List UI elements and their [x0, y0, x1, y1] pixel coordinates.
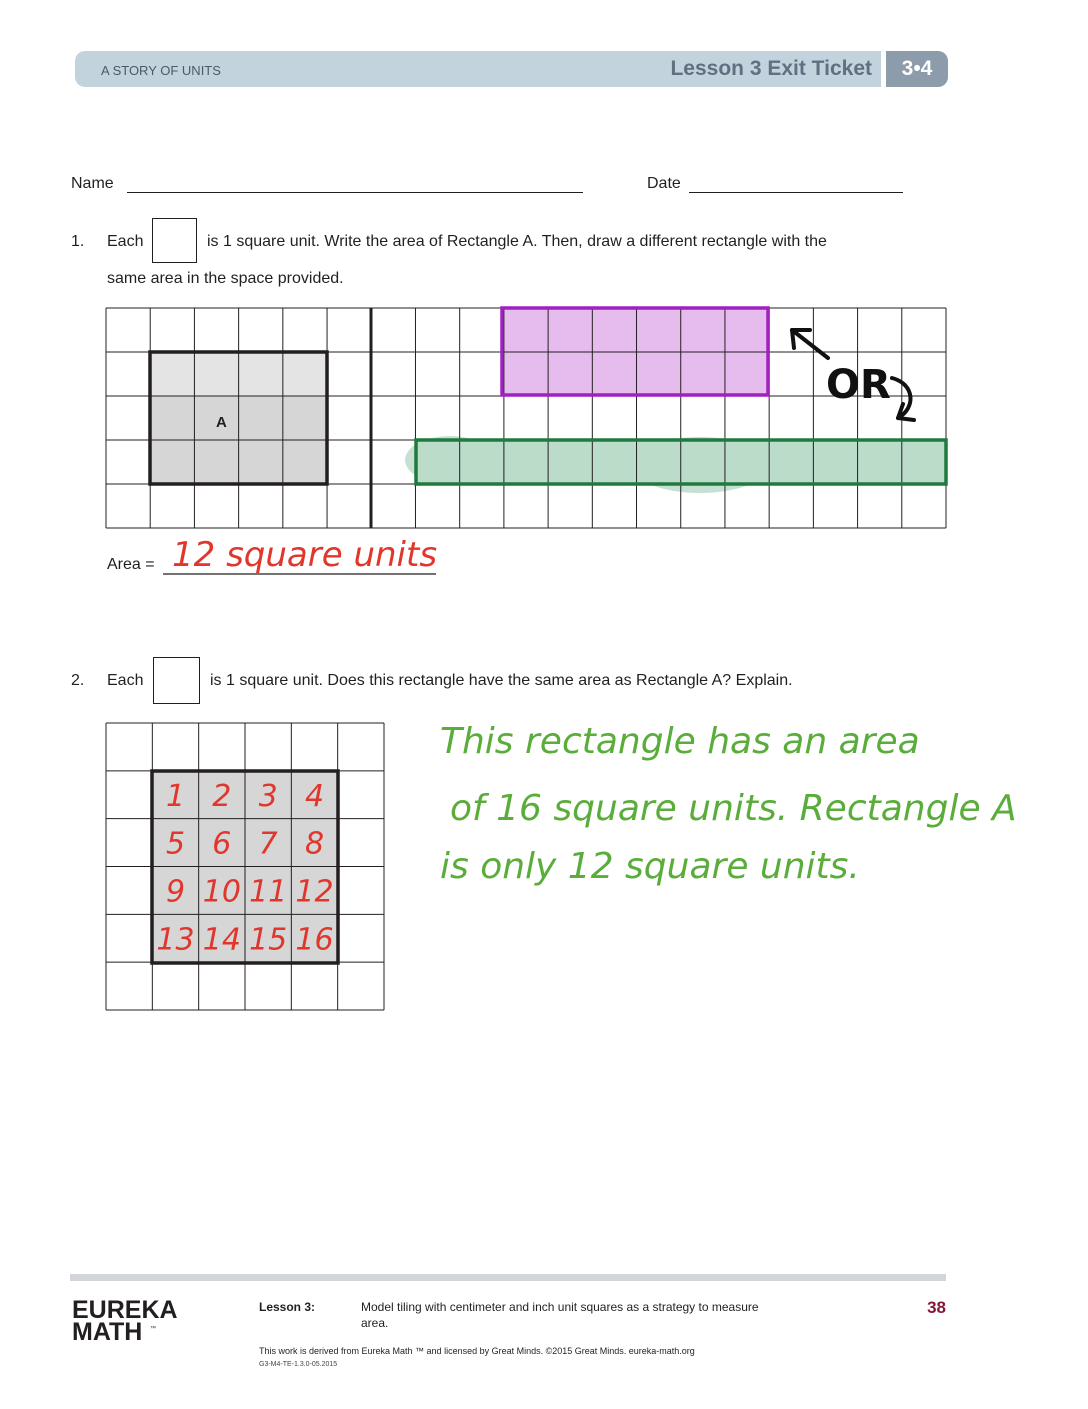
handwritten-or: OR: [826, 362, 891, 408]
name-label: Name: [71, 175, 114, 192]
trademark-mark: ™: [150, 1326, 156, 1332]
area-label: Area =: [107, 556, 155, 573]
answer-line-2: of 16 square units. Rectangle A: [450, 788, 1017, 829]
eureka-logo-line2: MATH: [72, 1318, 143, 1346]
q2-grid-figure: [0, 700, 1088, 1030]
rectangle-a-label: A: [216, 414, 227, 431]
tile-number: 5: [165, 826, 186, 862]
footer-lesson-label: Lesson 3:: [259, 1300, 316, 1314]
page-number: 38: [927, 1298, 946, 1317]
tile-number: 11: [249, 874, 288, 910]
q2-unit-square: [153, 657, 200, 704]
handwritten-area: 12 square units: [172, 535, 438, 575]
tile-number: 9: [165, 874, 186, 910]
arrow-up-left-icon: [792, 330, 828, 358]
q1-prompt-line2: same area in the space provided.: [107, 270, 344, 287]
q2-number: 2.: [71, 672, 85, 689]
eureka-logo-line1: EUREKA: [72, 1296, 178, 1324]
tile-number: 12: [295, 874, 334, 910]
lesson-title: Lesson 3 Exit Ticket: [670, 57, 872, 80]
answer-line-3: is only 12 square units.: [440, 846, 860, 887]
series-title: A STORY OF UNITS: [101, 63, 221, 78]
q2-prompt: is 1 square unit. Does this rectangle have the same area as Rectangle A? Explain.: [210, 672, 793, 689]
tile-number: 6: [212, 826, 232, 862]
tile-number: 2: [212, 778, 232, 814]
footer-rule: [70, 1274, 946, 1281]
tile-number: 1: [165, 778, 186, 814]
tile-number: 15: [249, 922, 288, 958]
tile-number: 4: [304, 778, 325, 814]
tile-number: 3: [258, 778, 278, 814]
tile-number: 8: [304, 826, 325, 862]
tile-number: 7: [258, 826, 278, 862]
q2-each: Each: [107, 672, 144, 689]
tile-number: 14: [202, 922, 241, 958]
grade-module-badge: 3•4: [886, 51, 948, 87]
q1-number: 1.: [71, 233, 85, 250]
q1-prompt: is 1 square unit. Write the area of Rectangle A. Then, draw a different rectangle with the: [207, 233, 827, 250]
q1-grid-figure: [0, 0, 1088, 640]
document-code: G3-M4-TE-1.3.0-05.2015: [259, 1361, 338, 1368]
footer-lesson-description: Model tiling with centimeter and inch unit squares as a strategy to measure area.: [361, 1300, 759, 1330]
license-text: This work is derived from Eureka Math ™ and licensed by Great Minds. ©2015 Great Minds. eureka-math.org: [259, 1346, 695, 1356]
date-label: Date: [647, 175, 681, 192]
tile-number: 13: [156, 922, 195, 958]
q1-each: Each: [107, 233, 144, 250]
answer-line-1: This rectangle has an area: [440, 721, 920, 762]
tile-number: 10: [202, 874, 241, 910]
tile-number: 16: [295, 922, 334, 958]
